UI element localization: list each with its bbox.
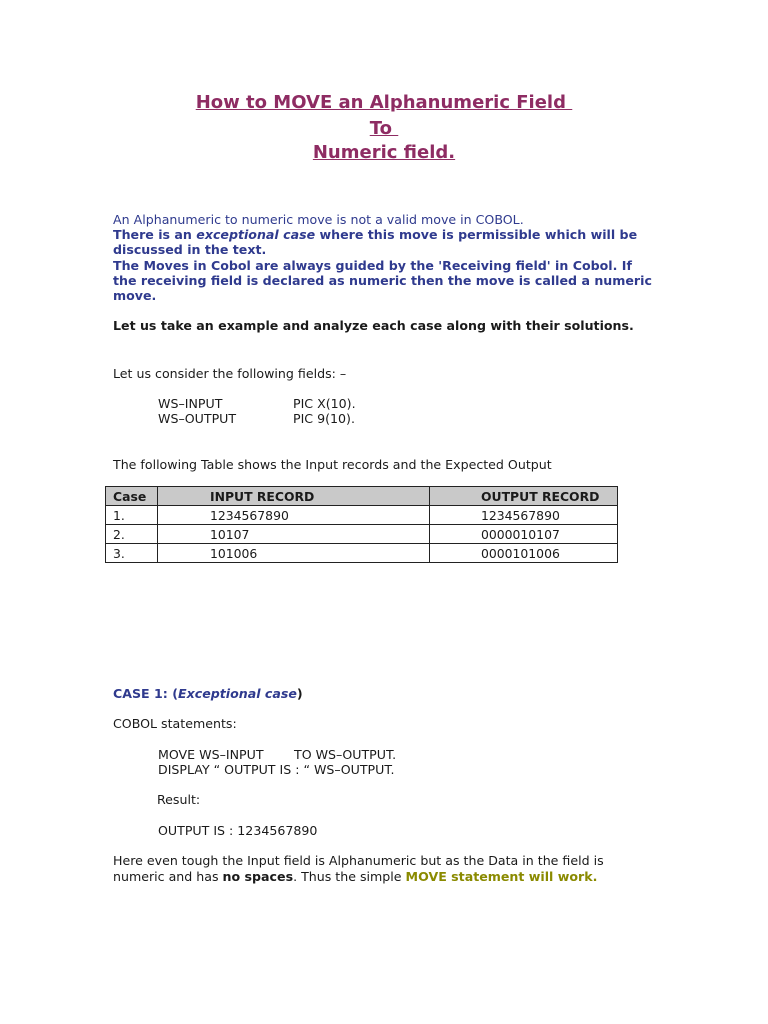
expl-bold: no spaces (222, 868, 294, 884)
expl-prefix: Here even tough the Input field is Alphanumeric but as the Data in the field is numeric and has (113, 853, 604, 884)
table-row (106, 544, 618, 563)
expl-olive: MOVE statement will work. (405, 868, 598, 884)
header-case: Case (106, 487, 158, 506)
intro-p2 (113, 227, 653, 257)
cell-case: 3. (106, 544, 158, 563)
stmt-move-target: TO WS–OUTPUT. (294, 747, 397, 762)
case1-heading-suffix: ) (296, 686, 303, 701)
table-intro: The following Table shows the Input records and the Expected Output (113, 457, 552, 472)
title-line-3: Numeric field. (312, 142, 456, 163)
intro-p2-em: exceptional case (196, 227, 316, 243)
title-line-1: How to MOVE an Alphanumeric Field (195, 92, 573, 113)
case1-heading-prefix: CASE 1: ( (113, 686, 178, 701)
intro-p4: Let us take an example and analyze each case along with their solutions. (113, 318, 634, 334)
cell-case: 2. (106, 525, 158, 544)
cell-output: 1234567890 (430, 506, 618, 525)
cell-output: 0000101006 (430, 544, 618, 563)
stmt-move-source: MOVE WS–INPUT (158, 747, 264, 762)
expl-mid: . Thus the simple (293, 868, 406, 884)
title-line-2: To (369, 118, 399, 139)
intro-p3: The Moves in Cobol are always guided by the 'Receiving field' in Cobol. If the receiving field is declared as numeric then the move is called a numeric move. (113, 257, 652, 304)
cell-case: 1. (106, 506, 158, 525)
fields-intro: Let us consider the following fields: – (113, 366, 347, 381)
intro-p2-suffix: where this move is permissible which will be discussed in the text. (113, 227, 638, 258)
header-input-record: INPUT RECORD (158, 487, 430, 506)
header-output-record: OUTPUT RECORD (430, 487, 618, 506)
case1-heading (113, 686, 303, 701)
case1-heading-em: Exceptional case (178, 686, 297, 701)
field-pic-2: PIC 9(10). (293, 411, 355, 426)
result-value: OUTPUT IS : 1234567890 (158, 823, 318, 838)
intro-p1: An Alphanumeric to numeric move is not a valid move in COBOL. (113, 212, 524, 227)
intro-p2-prefix: There is an (113, 227, 197, 243)
field-name-1: WS–INPUT (158, 396, 223, 411)
table-row (106, 525, 618, 544)
cell-input: 101006 (158, 544, 430, 563)
stmt-display: DISPLAY “ OUTPUT IS : “ WS–OUTPUT. (158, 762, 395, 777)
field-pic-1: PIC X(10). (293, 396, 356, 411)
intro-section (113, 212, 653, 333)
cobol-statements-label: COBOL statements: (113, 716, 237, 731)
cell-input: 1234567890 (158, 506, 430, 525)
result-label: Result: (157, 792, 201, 807)
cell-output: 0000010107 (430, 525, 618, 544)
table-row (106, 506, 618, 525)
case1-explanation (113, 853, 613, 884)
records-table (105, 486, 618, 563)
table-header-row (106, 487, 618, 506)
field-name-2: WS–OUTPUT (158, 411, 237, 426)
cell-input: 10107 (158, 525, 430, 544)
